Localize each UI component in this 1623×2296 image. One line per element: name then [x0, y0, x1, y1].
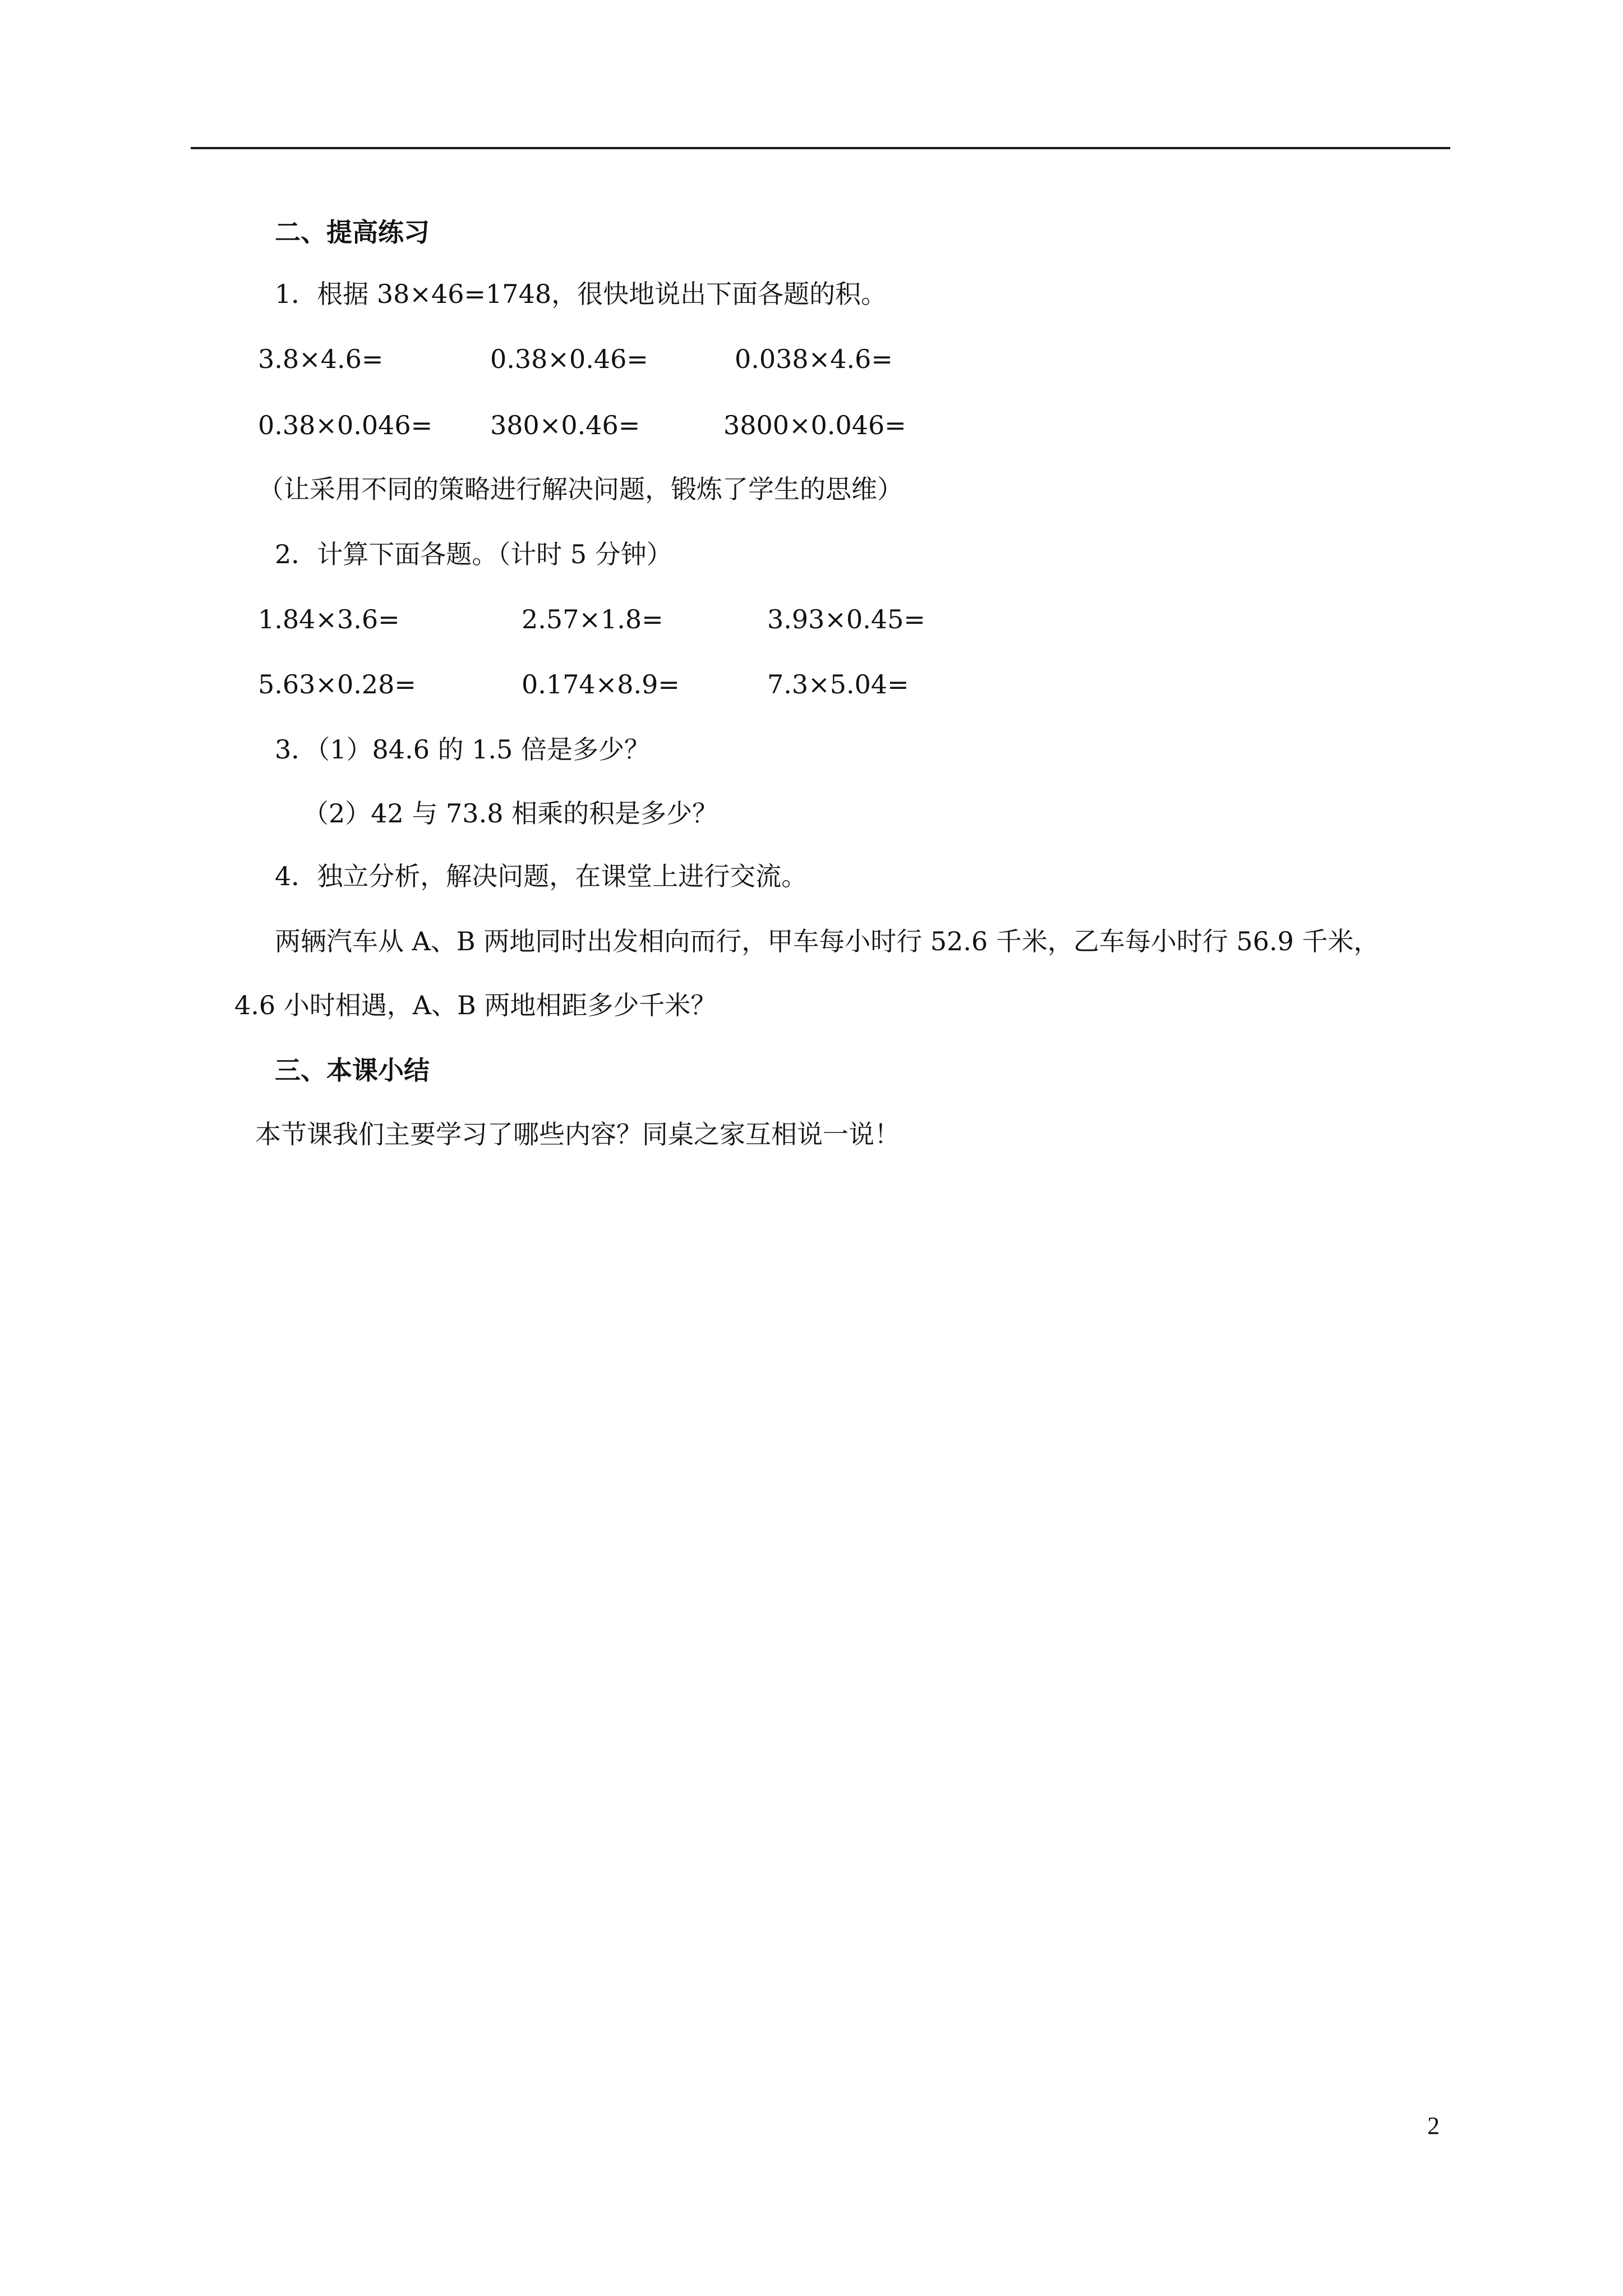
question-2-text: 2．计算下面各题。（计时 5 分钟） — [275, 539, 672, 569]
question-4-problem-line-1: 两辆汽车从 A、B 两地同时出发相向而行，甲车每小时行 52.6 千米，乙车每小时行 56.9 千米， — [275, 926, 1380, 956]
q2-item-5: 0.174×8.9= — [522, 669, 680, 700]
q1-item-3: 0.038×4.6= — [735, 344, 893, 374]
q1-item-6: 3800×0.046= — [723, 410, 906, 440]
q1-item-4: 0.38×0.046= — [258, 410, 433, 440]
question-1-text: 1．根据 38×46=1748，很快地说出下面各题的积。 — [275, 279, 887, 309]
q2-item-3: 3.93×0.45= — [767, 604, 925, 634]
q2-item-2: 2.57×1.8= — [522, 604, 663, 634]
q2-item-6: 7.3×5.04= — [767, 669, 909, 700]
q2-item-1: 1.84×3.6= — [258, 604, 400, 634]
section-heading-improve-practice: 二、提高练习 — [275, 217, 430, 247]
q1-teaching-note: （让采用不同的策略进行解决问题，锻炼了学生的思维） — [258, 474, 903, 504]
lesson-summary-text: 本节课我们主要学习了哪些内容？同桌之家互相说一说！ — [255, 1119, 900, 1149]
q1-item-1: 3.8×4.6= — [258, 344, 384, 374]
section-heading-lesson-summary: 三、本课小结 — [275, 1055, 430, 1085]
question-4-problem-line-2: 4.6 小时相遇，A、B 两地相距多少千米？ — [234, 990, 717, 1020]
q2-item-4: 5.63×0.28= — [258, 669, 416, 700]
question-3-part-2: （2）42 与 73.8 相乘的积是多少？ — [303, 798, 718, 829]
header-rule — [191, 147, 1450, 149]
question-3-part-1: 3．（1）84.6 的 1.5 倍是多少？ — [275, 734, 650, 765]
q1-item-5: 380×0.46= — [490, 410, 640, 440]
q1-item-2: 0.38×0.46= — [490, 344, 648, 374]
page-number: 2 — [1427, 2112, 1440, 2139]
question-4-text: 4．独立分析，解决问题，在课堂上进行交流。 — [275, 861, 808, 891]
